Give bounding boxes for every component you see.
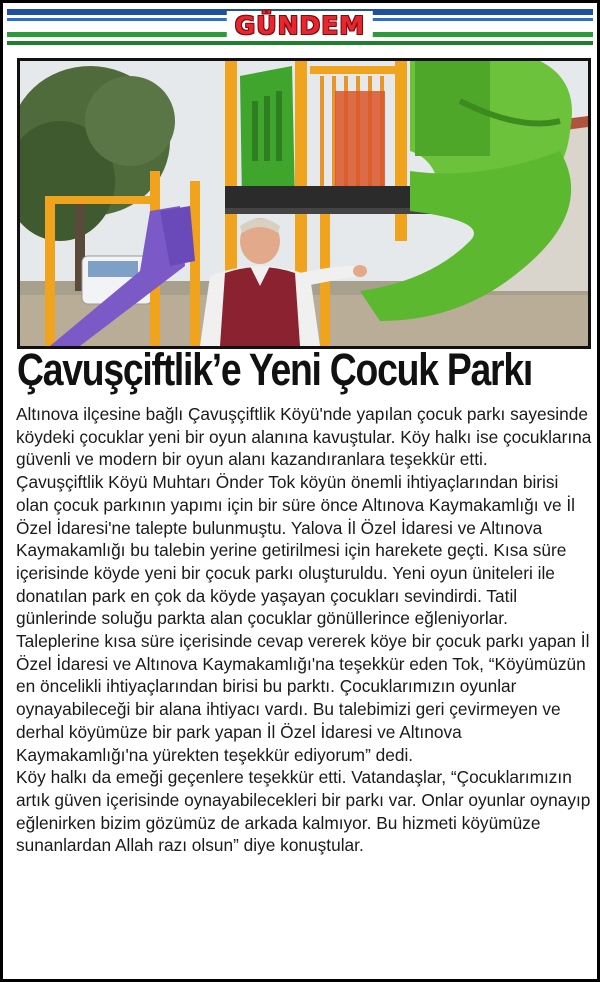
section-label: GÜNDEM — [227, 11, 373, 41]
banner-stripe — [7, 41, 593, 45]
article-photo — [17, 58, 591, 349]
article-paragraph: Çavuşçiftlik Köyü Muhtarı Önder Tok köyün önemli ihtiyaçlarından birisi olan çocuk parkının yapımı için bir süre önce Altınova Kaymakamlığı ve İl Özel İdaresi'ne talepte bulunmuştu. Yalova İl Özel İdaresi ve Altınova Kaymakamlığı bu talebin yerine getirilmesi için harekete geçti. Kısa süre içerisinde köyde yeni bir çocuk parkı oluşturuldu. Yeni oyun üniteleri ile donatılan park en çok da köyde yaşayan çocukları sevindirdi. Tatil günlerinde soluğu parkta alan çocuklar gönüllerince eğleniyorlar. Taleplerine kısa süre içerisinde cevap vererek köye bir çocuk parkı yapan İl Özel İdaresi ve Altınova Kaymakamlığı'na teşekkür eden Tok, “Köyümüzün en öncelikli ihtiyaçlarından birisi bu parktı. Çocuklarımızın oyunlar oynayabileceği bir alana ihtiyacı vardı. Bu talebimizi geri çevirmeyen ve derhal köyümüze bir park yapan İl Özel İdaresi ve Altınova Kaymakamlığı'na yürekten teşekkür ediyorum” dedi. — [16, 472, 590, 765]
article-paragraph: Altınova ilçesine bağlı Çavuşçiftlik Köyü'nde yapılan çocuk parkı sayesinde köydeki çocuklar yeni bir oyun alanına kavuştular. Köy halkı ise çocuklarına güvenli ve modern bir oyun alanı kazandıranlara teşekkür etti. — [16, 404, 592, 470]
section-banner — [7, 9, 593, 45]
article-headline: Çavuşçiftlik’e Yeni Çocuk Parkı — [17, 344, 533, 395]
article-body — [16, 403, 594, 857]
article-paragraph: Köy halkı da emeği geçenlere teşekkür etti. Vatandaşlar, “Çocuklarımızın artık güven içerisinde oynayabilecekleri bir parkı var. Onlar oyunlar oynayıp eğlenirken bizim gözümüz de arkada kalmıyor. Bu hizmeti köyümüze sunanlardan Allah razı olsun” diye konuştular. — [16, 767, 591, 856]
playground-photo — [20, 61, 588, 346]
